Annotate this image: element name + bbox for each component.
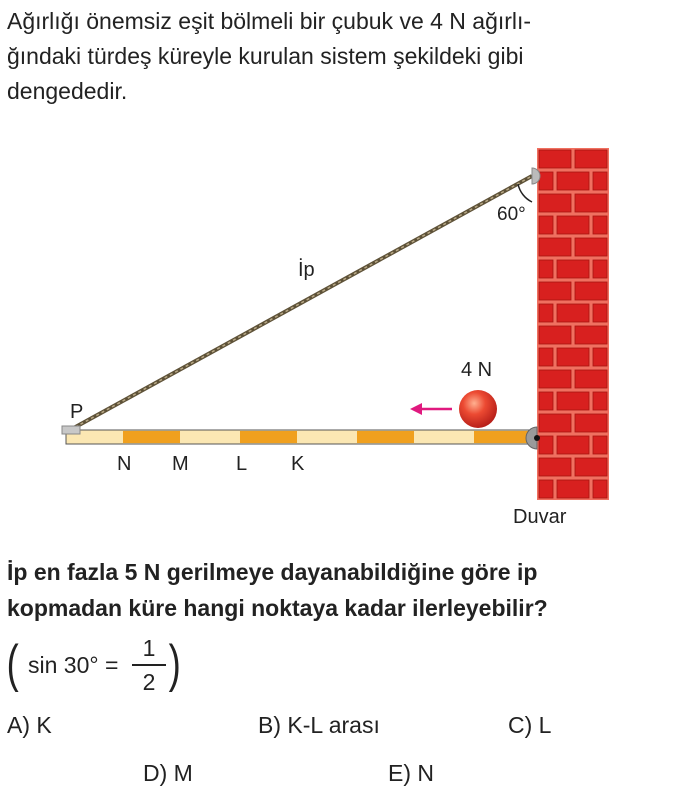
close-paren: )	[168, 635, 181, 693]
rope-label: İp	[298, 259, 315, 281]
formula-expression: sin 30° =	[28, 652, 119, 678]
point-l-label: L	[236, 453, 248, 475]
brick	[539, 392, 553, 410]
brick	[539, 260, 553, 278]
fraction-bar	[132, 664, 166, 666]
intro-line-1: Ağırlığı önemsiz eşit bölmeli bir çubuk ve 4 N ağırlı-	[7, 8, 532, 34]
brick	[593, 348, 607, 366]
question-text	[7, 554, 675, 626]
intro-line-2: ğındaki türdeş küreyle kurulan sistem şekildeki gibi	[7, 43, 524, 69]
brick	[575, 282, 607, 300]
brick	[539, 326, 571, 344]
problem-intro	[7, 4, 675, 109]
brick	[557, 348, 589, 366]
brick	[539, 370, 571, 388]
option-e[interactable]: E) N	[388, 760, 434, 786]
brick	[557, 480, 589, 498]
brick	[575, 194, 607, 212]
brick	[593, 304, 607, 322]
ball	[459, 390, 497, 428]
brick	[539, 436, 553, 454]
brick	[575, 150, 607, 168]
brick	[539, 216, 553, 234]
weight-label: 4 N	[461, 359, 493, 381]
brick	[539, 150, 571, 168]
physics-figure	[0, 130, 684, 530]
point-p-label: P	[70, 401, 84, 423]
brick	[557, 436, 589, 454]
brick	[593, 216, 607, 234]
motion-arrow	[410, 403, 452, 415]
brick	[557, 172, 589, 190]
brick	[557, 260, 589, 278]
question-line-1: İp en fazla 5 N gerilmeye dayanabildiğine göre ip	[7, 559, 538, 585]
option-b[interactable]: B) K-L arası	[258, 712, 380, 738]
brick	[539, 304, 553, 322]
fraction-numerator: 1	[142, 635, 156, 661]
brick	[539, 414, 571, 432]
brick	[575, 326, 607, 344]
question-line-2: kopmadan küre hangi noktaya kadar ilerleyebilir?	[7, 595, 548, 621]
brick	[593, 172, 607, 190]
open-paren: (	[6, 635, 19, 693]
brick	[575, 414, 607, 432]
brick-wall	[537, 148, 609, 500]
p-end-clip	[62, 426, 80, 434]
brick	[557, 392, 589, 410]
brick	[593, 436, 607, 454]
intro-line-3: dengededir.	[7, 78, 128, 104]
fraction-denominator: 2	[142, 669, 156, 695]
brick	[539, 282, 571, 300]
brick	[575, 458, 607, 476]
point-k-label: K	[291, 453, 305, 475]
brick	[593, 260, 607, 278]
wall-label: Duvar	[513, 506, 567, 528]
angle-arc	[518, 184, 532, 202]
brick	[539, 194, 571, 212]
option-d[interactable]: D) M	[143, 760, 193, 786]
brick	[575, 238, 607, 256]
brick	[539, 458, 571, 476]
option-a[interactable]: A) K	[7, 712, 52, 738]
brick	[593, 480, 607, 498]
fraction	[132, 634, 166, 696]
hint-formula	[4, 632, 204, 704]
brick	[593, 392, 607, 410]
brick	[539, 238, 571, 256]
brick	[539, 172, 553, 190]
point-n-label: N	[117, 453, 132, 475]
brick	[575, 370, 607, 388]
brick	[539, 348, 553, 366]
brick	[557, 304, 589, 322]
figure-svg	[0, 130, 684, 530]
angle-label: 60°	[497, 204, 526, 225]
option-c[interactable]: C) L	[508, 712, 552, 738]
brick	[539, 480, 553, 498]
brick	[557, 216, 589, 234]
point-m-label: M	[172, 453, 189, 475]
rod	[66, 430, 536, 444]
